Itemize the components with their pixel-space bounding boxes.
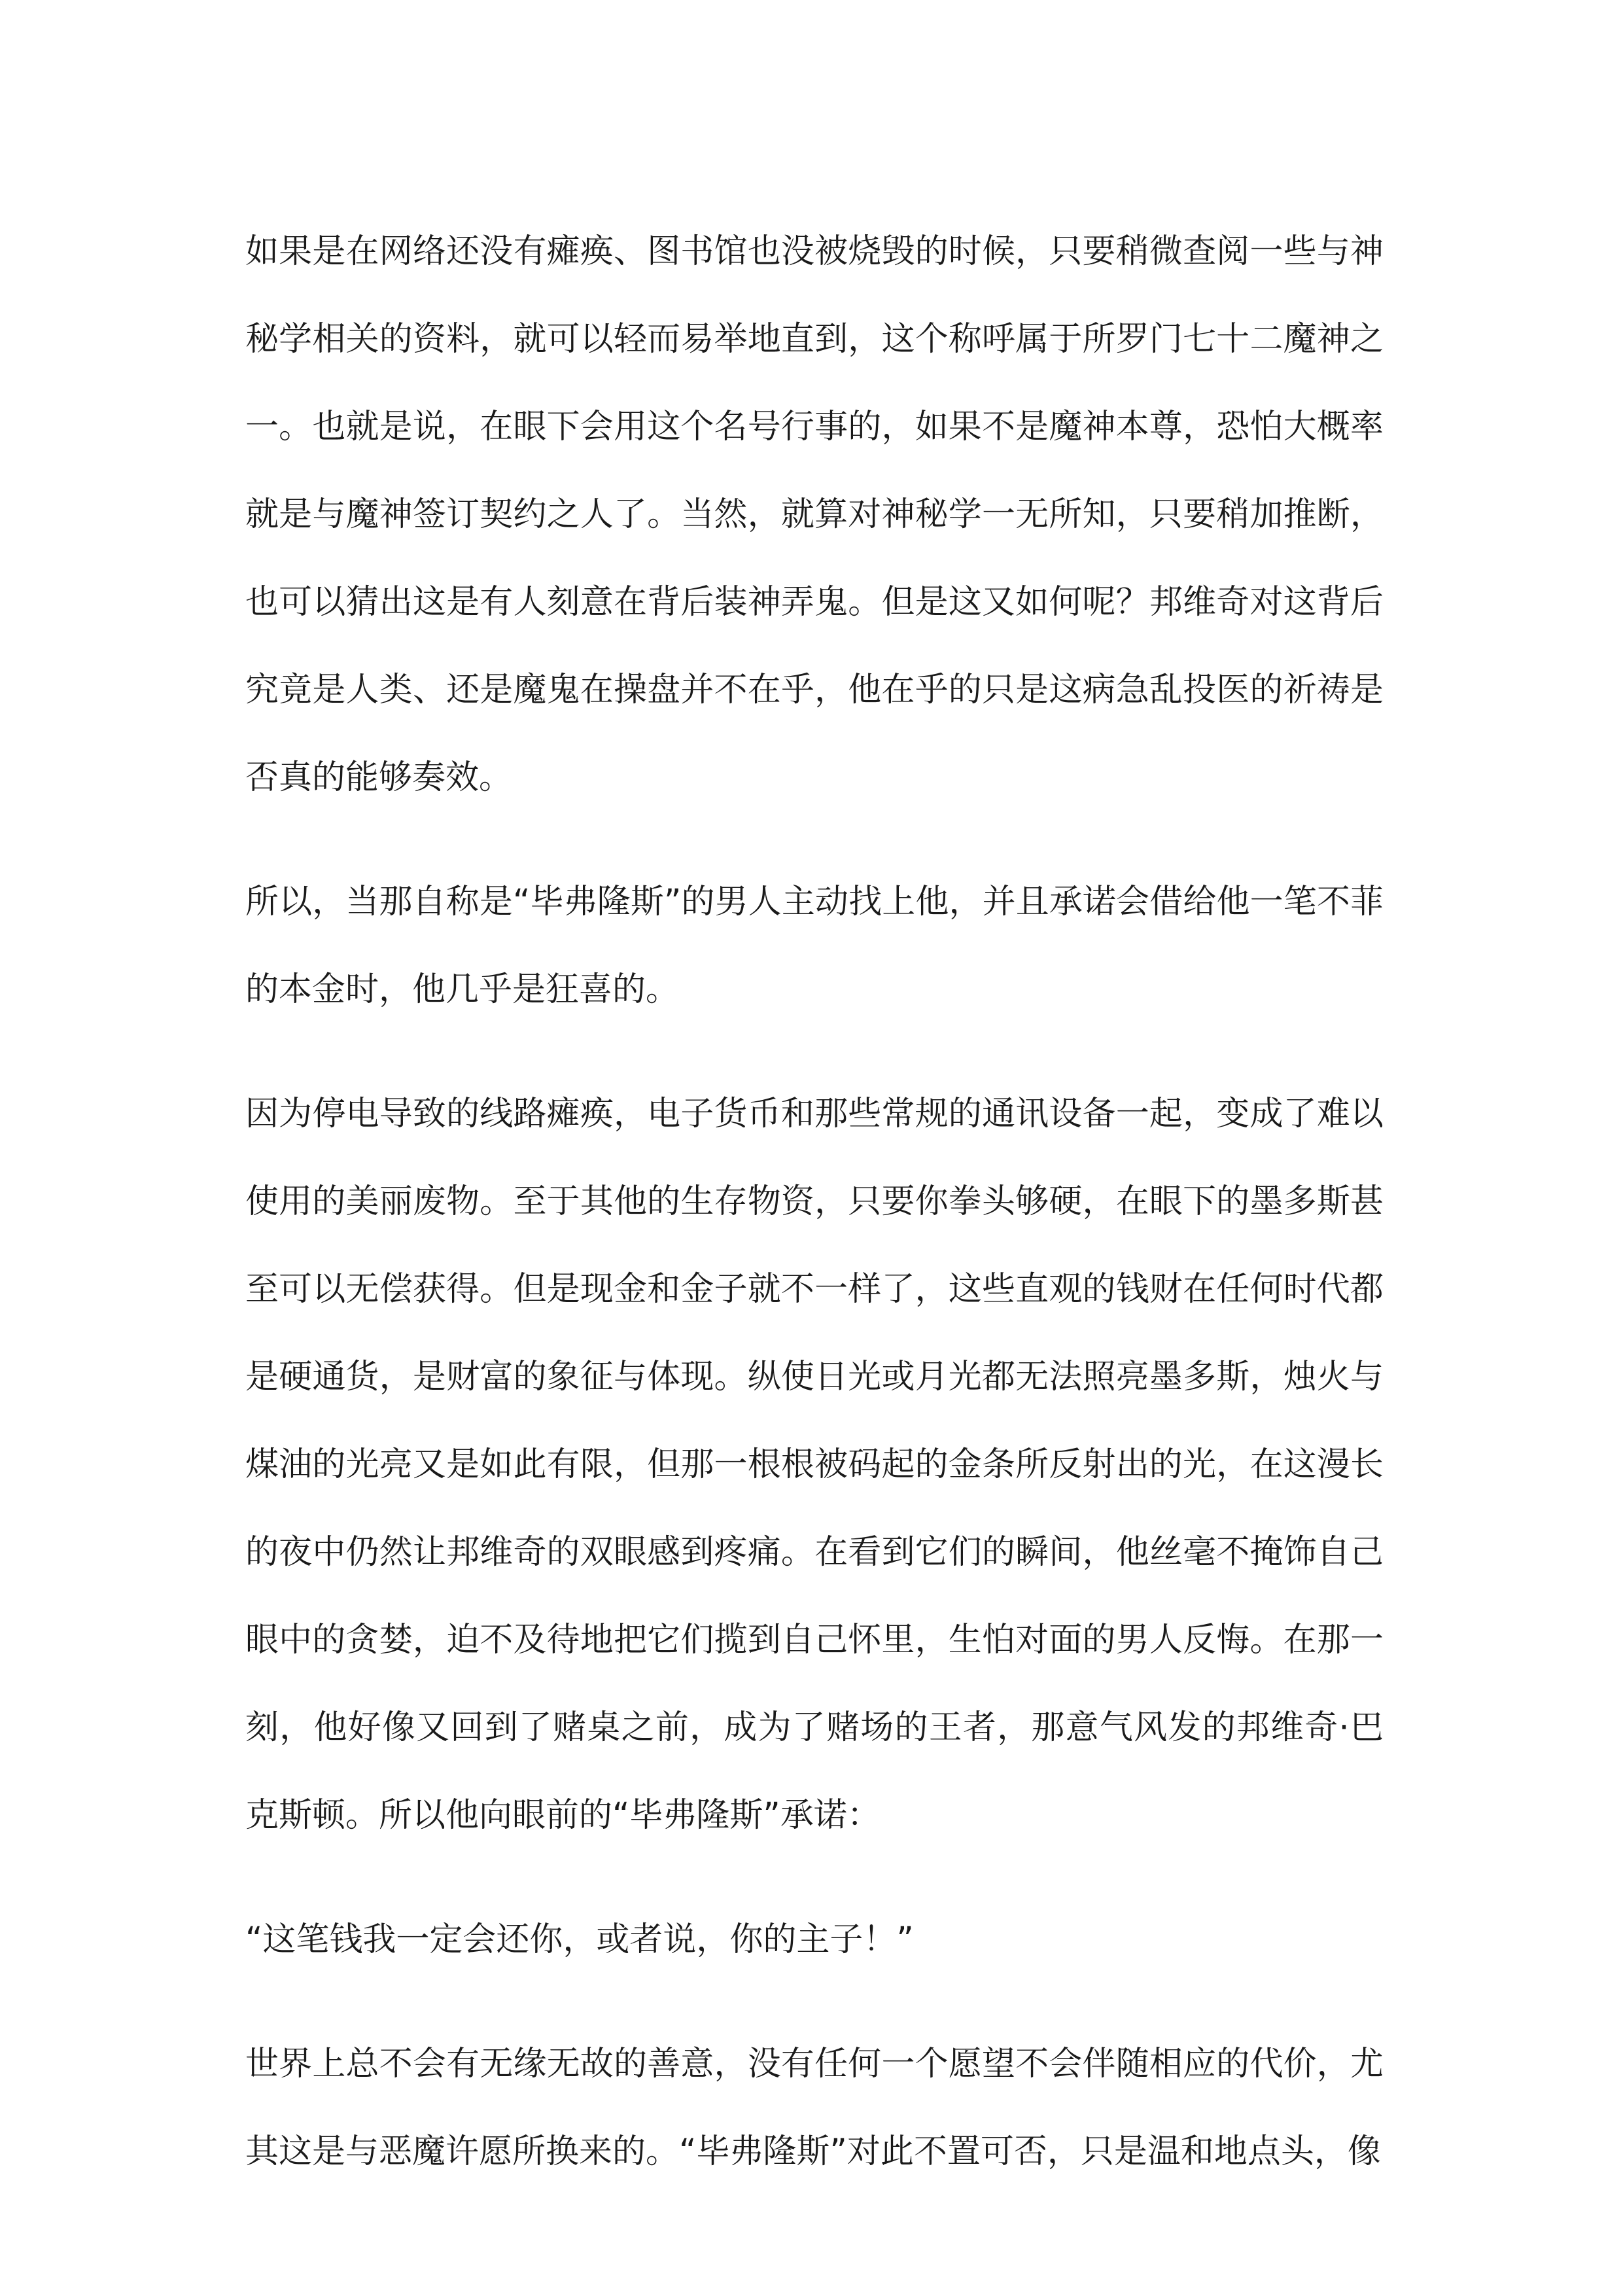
paragraph-2: 所以，当那自称是“毕弗隆斯”的男人主动找上他，并且承诺会借给他一笔不菲的本金时，他几乎是狂喜的。 (245, 883, 1384, 1009)
body-text (245, 208, 1384, 2233)
paragraph-3: 因为停电导致的线路瘫痪，电子货币和那些常规的通讯设备一起，变成了难以使用的美丽废物。至于其他的生存物资，只要你拳头够硬，在眼下的墨多斯甚至可以无偿获得。但是现金和金子就不一样了，这些直观的钱财在任何时代都是硬通货，是财富的象征与体现。纵使日光或月光都无法照亮墨多斯，烛火与煤油的光亮又是如此有限，但那一根根被码起的金条所反射出的光，在这漫长的夜中仍然让邦维奇的双眼感到疼痛。在看到它们的瞬间，他丝毫不掩饰自己眼中的贪婪，迫不及待地把它们揽到自己怀里，生怕对面的男人反悔。在那一刻，他好像又回到了赌桌之前，成为了赌场的王者，那意气风发的邦维奇·巴克斯顿。所以他向眼前的“毕弗隆斯”承诺： (245, 1095, 1384, 1835)
paragraph-4-dialogue: “这笔钱我一定会还你，或者说，你的主子！” (245, 1920, 914, 1959)
paragraph-5: 世界上总不会有无缘无故的善意，没有任何一个愿望不会伴随相应的代价，尤其这是与恶魔许愿所换来的。“毕弗隆斯”对此不置可否，只是温和地点头，像 (245, 2045, 1384, 2171)
paragraph-1: 如果是在网络还没有瘫痪、图书馆也没被烧毁的时候，只要稍微查阅一些与神秘学相关的资料，就可以轻而易举地直到，这个称呼属于所罗门七十二魔神之一。也就是说，在眼下会用这个名号行事的，如果不是魔神本尊，恐怕大概率就是与魔神签订契约之人了。当然，就算对神秘学一无所知，只要稍加推断，也可以猜出这是有人刻意在背后装神弄鬼。但是这又如何呢？邦维奇对这背后究竟是人类、还是魔鬼在操盘并不在乎，他在乎的只是这病急乱投医的祈祷是否真的能够奏效。 (245, 232, 1384, 797)
